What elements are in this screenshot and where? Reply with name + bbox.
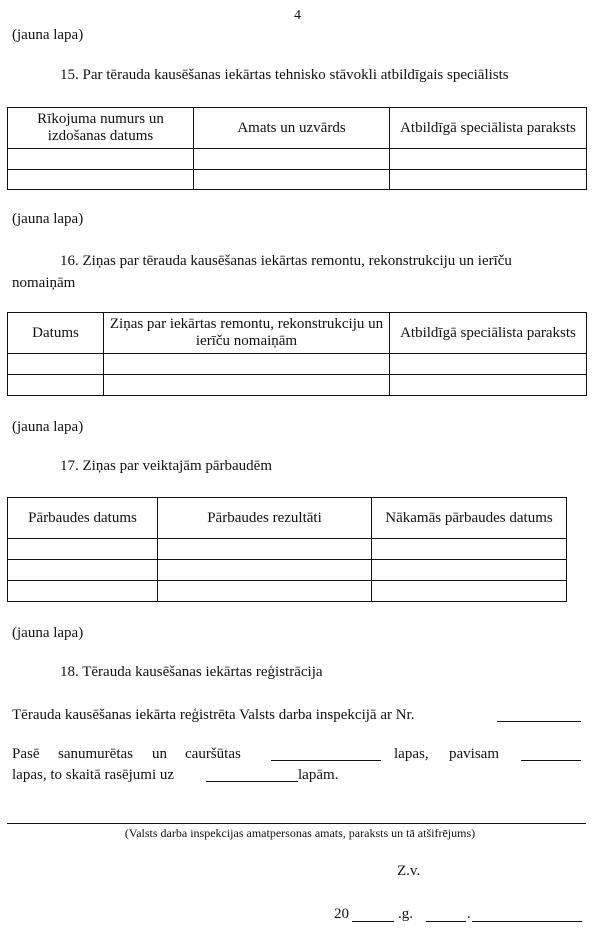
seal-label: Z.v. bbox=[397, 863, 421, 879]
table-header-cell: Pārbaudes datums bbox=[8, 498, 158, 539]
pages-text-word: cauršūtas bbox=[185, 746, 241, 762]
table-header-cell: Atbildīgā speciālista paraksts bbox=[390, 108, 587, 149]
table-header-cell: Rīkojuma numurs un izdošanas datums bbox=[8, 108, 194, 149]
pages-text-word: un bbox=[152, 746, 167, 762]
page-number: 4 bbox=[294, 8, 301, 23]
date-month-field[interactable] bbox=[472, 921, 582, 922]
section-15-table bbox=[7, 107, 587, 190]
date-year-suffix: .g. bbox=[398, 906, 413, 922]
date-year-field[interactable] bbox=[352, 921, 394, 922]
pages-text-word: sanumurētas bbox=[58, 746, 133, 762]
table-row bbox=[8, 170, 587, 190]
pages-text-word: pavisam bbox=[449, 746, 499, 762]
table-row bbox=[8, 375, 587, 396]
table-header-cell: Ziņas par iekārtas remontu, rekonstrukciju un ierīču nomaiņām bbox=[104, 313, 390, 354]
table-row bbox=[8, 149, 587, 170]
table-header-cell: Datums bbox=[8, 313, 104, 354]
new-page-marker: (jauna lapa) bbox=[12, 211, 84, 227]
table-row bbox=[8, 539, 567, 560]
new-page-marker: (jauna lapa) bbox=[12, 625, 84, 641]
date-year-prefix: 20 bbox=[334, 906, 349, 922]
signature-line[interactable] bbox=[7, 823, 586, 824]
pages-text-word: lapas, bbox=[394, 746, 429, 762]
date-dot: . bbox=[467, 906, 471, 922]
section-17-table bbox=[7, 497, 567, 602]
drawings-text: lapas, to skaitā rasējumi uz bbox=[12, 767, 175, 783]
new-page-marker: (jauna lapa) bbox=[12, 27, 84, 43]
registration-text: Tērauda kausēšanas iekārta reģistrēta Valsts darba inspekcijā ar Nr. bbox=[12, 707, 415, 723]
signature-caption: (Valsts darba inspekcijas amatpersonas amats, paraksts un tā atšifrējums) bbox=[124, 826, 476, 840]
date-day-field[interactable] bbox=[426, 921, 466, 922]
section-15-heading: 15. Par tērauda kausēšanas iekārtas tehnisko stāvokli atbildīgais speciālists bbox=[60, 67, 509, 83]
drawings-text-end: lapām. bbox=[298, 767, 339, 783]
pages-text-word: Pasē bbox=[12, 746, 40, 762]
table-header-cell: Atbildīgā speciālista paraksts bbox=[390, 313, 587, 354]
section-16-heading-cont: nomaiņām bbox=[12, 275, 76, 291]
registration-number-field[interactable] bbox=[497, 721, 581, 722]
section-16-table bbox=[7, 312, 587, 396]
table-header-cell: Pārbaudes rezultāti bbox=[158, 498, 372, 539]
section-17-heading: 17. Ziņas par veiktajām pārbaudēm bbox=[60, 458, 273, 474]
pages-count-field[interactable] bbox=[271, 760, 381, 761]
table-header-cell: Amats un uzvārds bbox=[194, 108, 390, 149]
section-16-heading: 16. Ziņas par tērauda kausēšanas iekārtas remontu, rekonstrukciju un ierīču bbox=[60, 253, 512, 269]
table-row bbox=[8, 354, 587, 375]
new-page-marker: (jauna lapa) bbox=[12, 419, 84, 435]
section-18-heading: 18. Tērauda kausēšanas iekārtas reģistrācija bbox=[60, 664, 323, 680]
table-header-cell: Nākamās pārbaudes datums bbox=[372, 498, 567, 539]
table-row bbox=[8, 560, 567, 581]
table-row bbox=[8, 581, 567, 602]
drawings-pages-field[interactable] bbox=[206, 781, 298, 782]
total-pages-field[interactable] bbox=[521, 760, 581, 761]
